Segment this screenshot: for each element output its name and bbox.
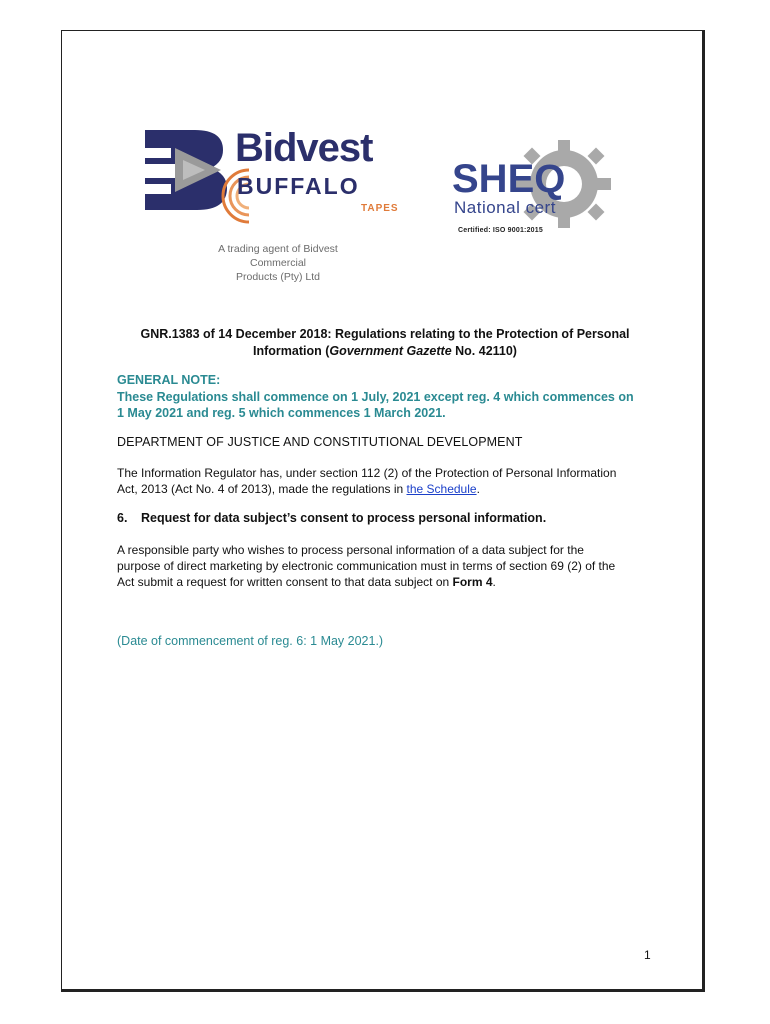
trading-agent-text xyxy=(193,242,363,284)
page-number: 1 xyxy=(644,948,651,962)
title-line-2-prefix: Information ( xyxy=(253,344,330,358)
gazette-name: Government Gazette xyxy=(329,344,452,358)
intro-line-2 xyxy=(117,481,662,497)
agent-line-1: A trading agent of Bidvest Commercial xyxy=(218,243,338,269)
title-line-2-suffix: No. 42110) xyxy=(451,344,517,358)
sheq-national-cert-logo xyxy=(448,140,618,240)
agent-line-2: Products (Pty) Ltd xyxy=(235,271,321,283)
section-6-line-3 xyxy=(117,574,655,590)
section-6-heading xyxy=(117,511,546,525)
intro-paragraph xyxy=(117,465,662,497)
section-6-line-3-end: . xyxy=(492,575,496,589)
bidvest-wordmark: Bidvest xyxy=(235,126,373,170)
title-line-1: GNR.1383 of 14 December 2018: Regulations relating to the Protection of Personal xyxy=(140,327,630,341)
intro-line-2-text: Act, 2013 (Act No. 4 of 2013), made the regulations in xyxy=(117,482,407,496)
document-title xyxy=(110,326,660,360)
national-cert-wordmark: National cert xyxy=(454,198,556,217)
section-6-paragraph xyxy=(117,542,655,590)
section-6-line-2: purpose of direct marketing by electronic communication must in terms of section 69 (2) of the xyxy=(117,559,616,573)
iso-certification-text: Certified: ISO 9001:2015 xyxy=(458,227,543,234)
commencement-note: (Date of commencement of reg. 6: 1 May 2021.) xyxy=(117,634,384,648)
intro-line-2-end: . xyxy=(476,482,480,496)
department-heading: DEPARTMENT OF JUSTICE AND CONSTITUTIONAL DEVELOPMENT xyxy=(117,435,523,449)
section-6-line-3-text: Act submit a request for written consent to that data subject on xyxy=(117,575,453,589)
tapes-wordmark: TAPES xyxy=(361,203,399,214)
buffalo-wordmark: BUFFALO xyxy=(237,173,360,199)
general-note-heading: GENERAL NOTE: xyxy=(117,373,221,387)
section-6-line-1: A responsible party who wishes to process personal information of a data subject for the xyxy=(117,543,584,557)
section-number: 6. xyxy=(117,511,128,525)
sheq-wordmark: SHEQ xyxy=(452,157,566,201)
form-4-reference: Form 4 xyxy=(452,575,493,589)
general-note-line-1: These Regulations shall commence on 1 July, 2021 except reg. 4 which commences on xyxy=(117,390,634,404)
intro-line-1: The Information Regulator has, under section 112 (2) of the Protection of Personal Information xyxy=(117,466,617,480)
general-note-body xyxy=(117,389,662,421)
bidvest-buffalo-logo xyxy=(145,126,415,283)
schedule-link[interactable]: the Schedule xyxy=(406,482,477,496)
section-title: Request for data subject’s consent to process personal information. xyxy=(141,511,547,525)
title-line-2 xyxy=(110,343,660,360)
general-note-line-2: 1 May 2021 and reg. 5 which commences 1 March 2021. xyxy=(117,406,446,420)
